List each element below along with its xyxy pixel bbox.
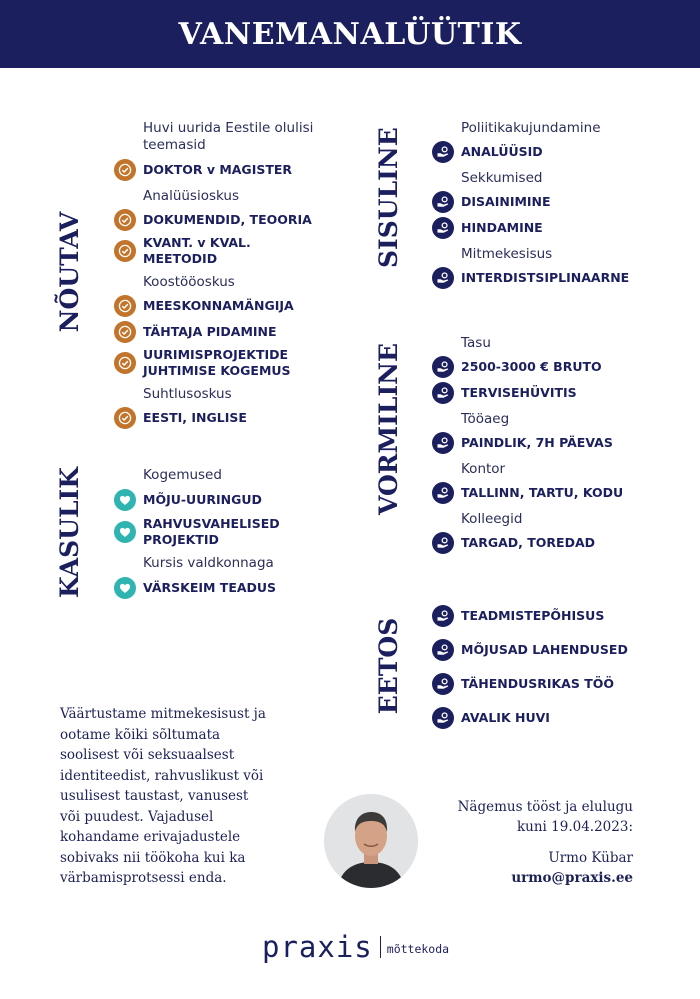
eetos-list: [432, 605, 672, 729]
vormiline-group-title: Kontor: [461, 461, 506, 477]
noutav-item: DOKTOR v MAGISTER: [114, 159, 324, 181]
noutav-group-title: Huvi uurida Eestile olulisi teemasid: [143, 120, 314, 153]
contact-photo: [324, 794, 418, 888]
hand-gear-icon: [432, 141, 454, 163]
noutav-item: MEESKONNAMÄNGIJA: [114, 295, 324, 317]
logo-tagline: mõttekoda: [386, 942, 450, 956]
section-label-noutav: NÕUTAV: [55, 211, 84, 333]
noutav-group-title: Suhtlusoskus: [143, 386, 232, 402]
hand-gear-icon: [432, 432, 454, 454]
hand-gear-icon: [432, 605, 454, 627]
heart-icon: [114, 521, 136, 543]
section-label-vormiline: VORMILINE: [374, 342, 403, 515]
noutav-item: UURIMISPROJEKTIDE JUHTIMISE KOGEMUS: [114, 347, 324, 379]
check-badge-icon: [114, 407, 136, 429]
header-bar: [0, 0, 700, 68]
sisuline-group-title: Mitmekesisus: [461, 246, 553, 262]
noutav-item: EESTI, INGLISE: [114, 407, 324, 429]
contact-name: Urmo Kübar: [548, 850, 633, 866]
vormiline-group-title: Tööaeg: [461, 411, 510, 427]
check-badge-icon: [114, 240, 136, 262]
noutav-item: TÄHTAJA PIDAMINE: [114, 321, 324, 343]
hand-gear-icon: [432, 382, 454, 404]
logo-divider: [380, 936, 381, 958]
sisuline-item: DISAINIMINE: [432, 191, 672, 213]
sisuline-group-title: Sekkumised: [461, 170, 543, 186]
sisuline-item: INTERDISTSIPLINAARNE: [432, 267, 672, 289]
kasulik-item: MÕJU-UURINGUD: [114, 489, 324, 511]
kasulik-group-title: Kursis valdkonnaga: [143, 555, 274, 571]
contact-email[interactable]: urmo@praxis.ee: [511, 870, 633, 886]
kasulik-list: [114, 467, 324, 599]
noutav-item: DOKUMENDID, TEOORIA: [114, 209, 324, 231]
sisuline-item: HINDAMINE: [432, 217, 672, 239]
noutav-group-title: Analüüsioskus: [143, 188, 239, 204]
heart-icon: [114, 577, 136, 599]
check-badge-icon: [114, 209, 136, 231]
noutav-item: KVANT. v KVAL. MEETODID: [114, 235, 324, 267]
kasulik-item: RAHVUSVAHELISED PROJEKTID: [114, 516, 324, 548]
sisuline-list: [432, 120, 672, 289]
contact-line-1: Nägemus tööst ja elulugu: [457, 799, 633, 815]
diversity-statement: Väärtustame mitmekesisust ja ootame kõiki sõltumata soolisest või seksuaalsest identiteedist, rahvuslikust või usulisest taustast, vanusest või puudest. Vajadusel kohandame erivajadustele sobivaks nii töökoha kui ka värbamisprotsessi enda.: [60, 706, 266, 886]
vormiline-item: PAINDLIK, 7H PÄEVAS: [432, 432, 672, 454]
page-title: VANEMANALÜÜTIK: [178, 16, 522, 52]
check-badge-icon: [114, 159, 136, 181]
vormiline-item: TERVISEHÜVITIS: [432, 382, 672, 404]
contact-line-2: kuni 19.04.2023:: [516, 819, 633, 835]
vormiline-group-title: Tasu: [461, 335, 491, 351]
eetos-item: TEADMISTEPÕHISUS: [432, 605, 672, 627]
sisuline-item: ANALÜÜSID: [432, 141, 672, 163]
logo-brand: praxis: [262, 930, 373, 964]
noutav-list: [114, 120, 324, 429]
hand-gear-icon: [432, 482, 454, 504]
check-badge-icon: [114, 295, 136, 317]
eetos-item: MÕJUSAD LAHENDUSED: [432, 639, 672, 661]
hand-gear-icon: [432, 356, 454, 378]
vormiline-item: TARGAD, TOREDAD: [432, 532, 672, 554]
section-label-eetos: EETOS: [374, 617, 403, 715]
vormiline-item: 2500-3000 € BRUTO: [432, 356, 672, 378]
check-badge-icon: [114, 321, 136, 343]
hand-gear-icon: [432, 267, 454, 289]
vormiline-list: [432, 335, 672, 554]
eetos-item: AVALIK HUVI: [432, 707, 672, 729]
heart-icon: [114, 489, 136, 511]
noutav-group-title: Koostööoskus: [143, 274, 235, 290]
hand-gear-icon: [432, 191, 454, 213]
kasulik-group-title: Kogemused: [143, 467, 222, 483]
praxis-logo: [262, 930, 449, 964]
contact-info: [458, 797, 633, 888]
sisuline-group-title: Poliitikakujundamine: [461, 120, 601, 136]
hand-gear-icon: [432, 673, 454, 695]
hand-gear-icon: [432, 217, 454, 239]
hand-gear-icon: [432, 707, 454, 729]
eetos-item: TÄHENDUSRIKAS TÖÖ: [432, 673, 672, 695]
section-label-kasulik: KASULIK: [55, 467, 84, 598]
vormiline-group-title: Kolleegid: [461, 511, 523, 527]
hand-gear-icon: [432, 532, 454, 554]
section-label-sisuline: SISULINE: [374, 127, 403, 268]
check-badge-icon: [114, 352, 136, 374]
vormiline-item: TALLINN, TARTU, KODU: [432, 482, 672, 504]
hand-gear-icon: [432, 639, 454, 661]
kasulik-item: VÄRSKEIM TEADUS: [114, 577, 324, 599]
